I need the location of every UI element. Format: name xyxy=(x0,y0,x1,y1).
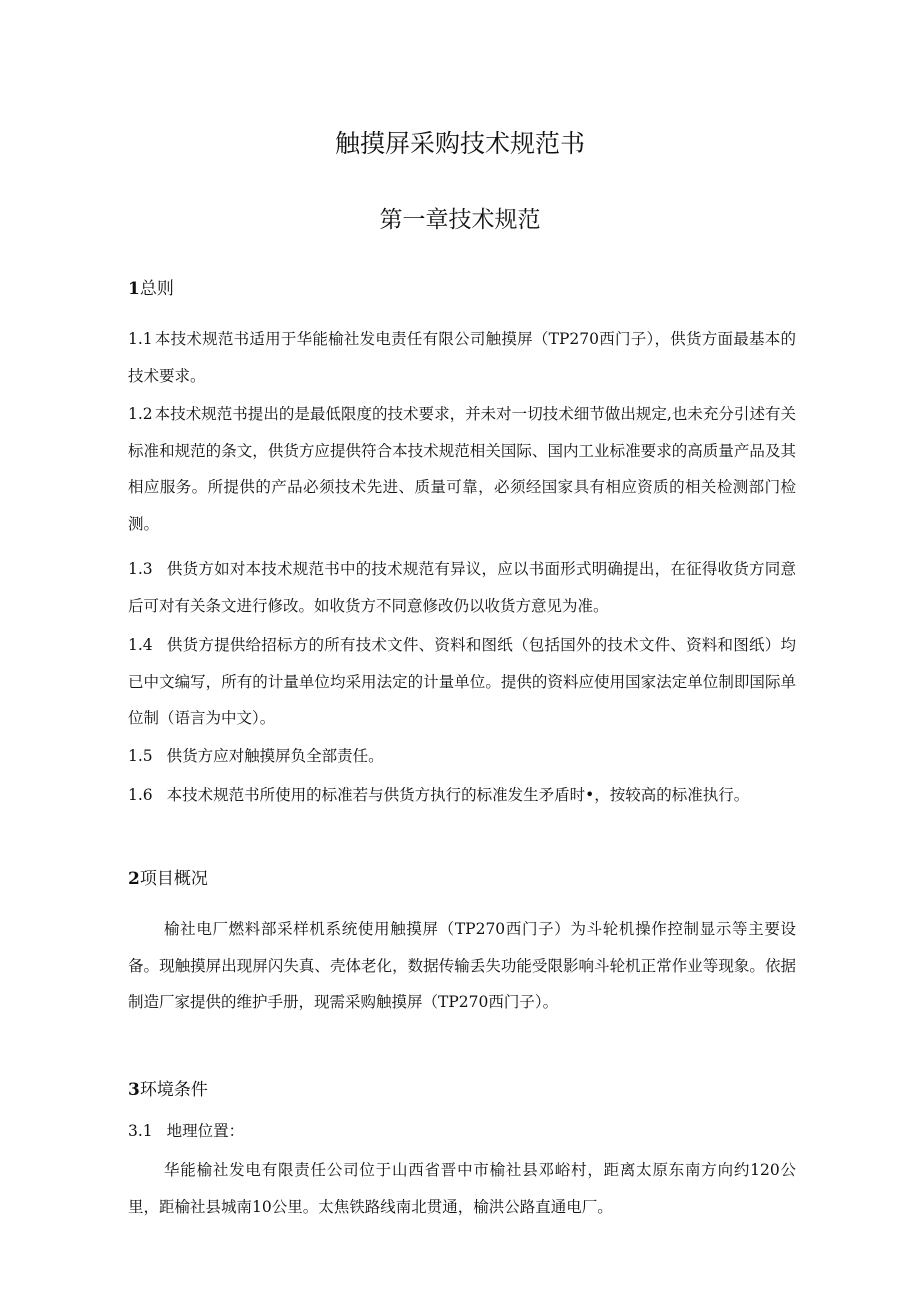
clause-number: 1.2 xyxy=(128,405,153,423)
clause-number: 1.5 xyxy=(128,747,153,765)
section-1-heading xyxy=(128,274,174,299)
clause-text: 供货方提供给招标方的所有技术文件、资料和图纸（包括国外的技术文件、资料和图纸）均已中文编写，所有的计量单位均采用法定的计量单位。提供的资料应使用国家法定单位制即国际单位制（语言为中文）。 xyxy=(128,636,796,727)
clause-text: 地理位置： xyxy=(166,1122,245,1140)
location-paragraph: 华能榆社发电有限责任公司位于山西省晋中市榆社县邓峪村，距离太原东南方向约120公里，距榆社县城南10公里。太焦铁路线南北贯通，榆洪公路直通电厂。 xyxy=(128,1161,796,1216)
clause-1-4 xyxy=(128,627,796,737)
document-title: 触摸屏采购技术规范书 xyxy=(334,129,585,158)
clause-text: 供货方如对本技术规范书中的技术规范有异议，应以书面形式明确提出，在征得收货方同意后可对有关条文进行修改。如收货方不同意修改仍以收货方意见为准。 xyxy=(128,560,796,615)
clause-number: 1.1 xyxy=(128,330,153,348)
clause-number: 1.4 xyxy=(128,636,153,654)
section-number: 2 xyxy=(128,869,140,889)
clause-text: 本技术规范书提出的是最低限度的技术要求，并未对一切技术细节做出规定,也未充分引述有关标准和规范的条文，供货方应提供符合本技术规范相关国际、国内工业标准要求的高质量产品及其相应服务。所提供的产品必须技术先进、质量可靠，必须经国家具有相应资质的相关检测部门检测。 xyxy=(128,405,796,533)
clause-text: 供货方应对触摸屏负全部责任。 xyxy=(166,747,384,765)
clause-number: 1.3 xyxy=(128,560,153,578)
clause-1-5 xyxy=(128,738,796,775)
clause-1-2 xyxy=(128,396,796,542)
section-number: 3 xyxy=(128,1080,140,1100)
clause-number: 3.1 xyxy=(128,1122,153,1140)
clause-1-1 xyxy=(128,321,796,394)
section-title: 项目概况 xyxy=(139,869,208,889)
section-title: 环境条件 xyxy=(139,1080,208,1100)
clause-number: 1.6 xyxy=(128,786,153,804)
section-number: 1 xyxy=(128,279,140,299)
project-overview-paragraph: 榆社电厂燃料部采样机系统使用触摸屏（TP270西门子）为斗轮机操作控制显示等主要设备。现触摸屏出现屏闪失真、壳体老化，数据传输丢失功能受限影响斗轮机正常作业等现象。依据制造厂家提供的维护手册，现需采购触摸屏（TP270西门子）。 xyxy=(128,920,796,1011)
clause-3-1 xyxy=(128,1113,796,1150)
section-3-heading xyxy=(128,1075,208,1100)
chapter-title: 第一章技术规范 xyxy=(379,207,541,233)
section-2-heading xyxy=(128,864,208,889)
clause-1-6 xyxy=(128,777,796,814)
section-title: 总则 xyxy=(139,279,174,299)
clause-text: 本技术规范书适用于华能榆社发电责任有限公司触摸屏（TP270西门子），供货方面最基本的技术要求。 xyxy=(128,330,796,385)
clause-1-3 xyxy=(128,551,796,624)
clause-text: 本技术规范书所使用的标准若与供货方执行的标准发生矛盾时•，按较高的标准执行。 xyxy=(166,786,750,804)
